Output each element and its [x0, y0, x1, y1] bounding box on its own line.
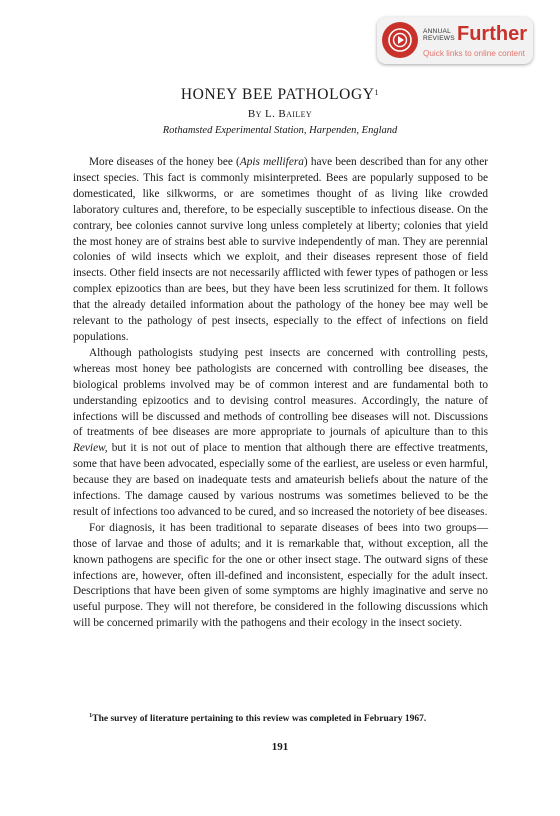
author-affiliation: Rothamsted Experimental Station, Harpenden, England: [162, 125, 398, 136]
italic-text: Apis mellifera: [239, 156, 304, 168]
article-author: By L. Bailey: [247, 108, 313, 120]
badge-annual-reviews-text: ANNUAL REVIEWS: [423, 28, 455, 42]
body-paragraph: [73, 155, 488, 346]
page-number: 191: [271, 741, 289, 753]
annual-reviews-logo-icon: [382, 22, 418, 58]
badge-further-text: Further: [457, 23, 527, 45]
paragraph-text: Although pathologists studying pest insects are concerned with controlling pests, whereas most honey bee pathologists are concerned with controlling bee diseases, the biological problems involved may be of common interest and are fundamental both to understanding epizootics and to devising control measures. Accordingly, the nature of infections will be discussed and methods of controlling bee diseases will not. Discussions of treatments of bee diseases are more appropriate to journals of apiculture than to this: [73, 346, 488, 439]
paragraph-text: but it is not out of place to mention that although there are effective treatments, some that have been advocated, especially some of the earliest, are useless or even harmful, because they are based on inadequate tests and amateurish beliefs about the nature of the infections. The damage caused by various nostrums was sometimes believed to be the result of infections too advanced to be cured, and so increased the notoriety of bee diseases.: [73, 442, 488, 518]
italic-text: Review,: [73, 442, 108, 455]
paragraph-text: For diagnosis, it has been traditional to separate diseases of bees into two groups—those of larvae and those of adults; and it is remarkable that, without exception, all the known pathogens are specific for the one or other insect stage. The outward signs of these infections are, however, often ill-defined and inconsistent, especially for the adult insect. Descriptions that have been given of some symptoms are highly imaginative and serve no useful purpose. They will not therefore, be considered in the following discussions which will be concerned primarily with the pathogens and their ecology in the insect society.: [73, 521, 488, 630]
badge-subtitle: Quick links to online content: [423, 49, 525, 58]
further-link-badge[interactable]: [377, 17, 533, 64]
title-footnote-mark: 1: [374, 88, 380, 97]
article-title: HONEY BEE PATHOLOGY$^1$: [180, 86, 380, 103]
paragraph-text: More diseases of the honey bee (: [89, 156, 240, 168]
body-paragraph: [73, 521, 488, 632]
footnote: $^1$The survey of literature pertaining to this review was completed in February 1967.: [89, 712, 427, 725]
article-body: [73, 155, 488, 632]
body-paragraph: [73, 346, 488, 521]
paragraph-text: ) have been described than for any other insect species. This fact is commonly misinterpreted. Bees are popularly supposed to be domesticated, like silkworms, or are sometimes thought of as living like crowded laboratory cultures and, therefore, to be especially susceptible to infectious disease. On the contrary, bee colonies cannot survive long unless completely at liberty; colonies that yield the most honey are of strains best able to survive independently of man. They are perennial colonies of wild insects which we exploit, and their diseases represent those of field insects. Other field insects are not necessarily afflicted with fewer types of pathogen or less complex epizootics than are bees, but they have been less scrutinized for them. It follows that the already detailed information about the pathology of the honey bee may well be relevant to the pathology of pest insects, especially to the effect of infections on field populations.: [73, 156, 488, 343]
